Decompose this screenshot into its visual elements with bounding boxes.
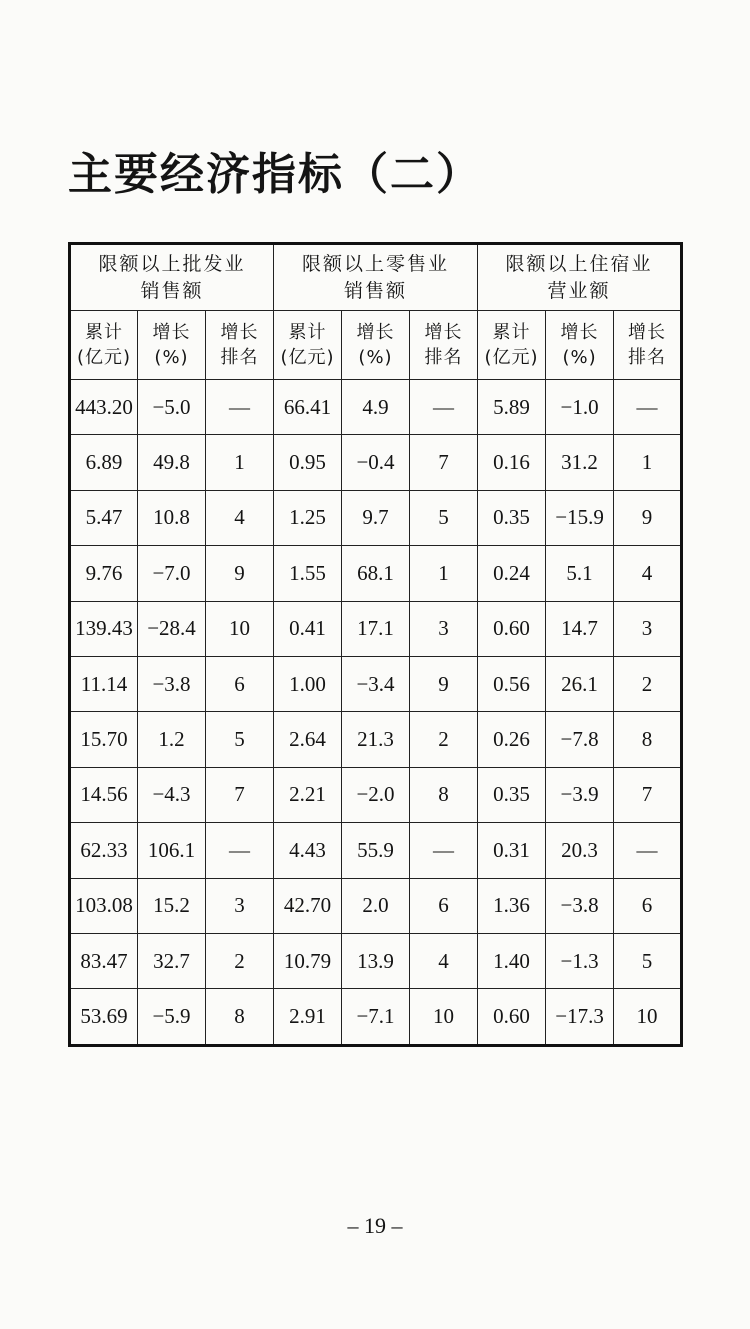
column-header-line1: 累计	[288, 322, 327, 343]
column-header-line2: (%)	[154, 347, 189, 368]
table-cell: 2.91	[274, 989, 342, 1045]
table-cell: 443.20	[70, 380, 138, 435]
table-cell: 5	[206, 712, 274, 767]
table-cell: 14.56	[70, 767, 138, 822]
column-header	[478, 311, 546, 380]
table-cell: 0.56	[478, 656, 546, 711]
table-cell: 9	[614, 490, 682, 545]
table-cell: −17.3	[546, 989, 614, 1045]
table-cell: 10	[614, 989, 682, 1045]
table-cell: —	[614, 823, 682, 878]
table-cell: 15.70	[70, 712, 138, 767]
table-cell: 3	[410, 601, 478, 656]
column-header	[138, 311, 206, 380]
table-cell: 2	[206, 933, 274, 988]
group-header-wholesale	[70, 244, 274, 311]
table-cell: 0.35	[478, 767, 546, 822]
table-cell: −28.4	[138, 601, 206, 656]
column-header	[70, 311, 138, 380]
table-cell: 42.70	[274, 878, 342, 933]
table-row	[70, 878, 682, 933]
table-cell: 6	[410, 878, 478, 933]
table-cell: 1.25	[274, 490, 342, 545]
table-cell: 5	[410, 490, 478, 545]
table-cell: −3.8	[138, 656, 206, 711]
group-header-line2: 营业额	[547, 279, 611, 302]
table-cell: −0.4	[342, 435, 410, 490]
table-cell: 1.00	[274, 656, 342, 711]
table-cell: 66.41	[274, 380, 342, 435]
page-title: 主要经济指标（二）	[68, 149, 482, 200]
table-row	[70, 712, 682, 767]
column-header	[274, 311, 342, 380]
column-header-line2: (亿元)	[484, 347, 539, 368]
table-cell: 2	[410, 712, 478, 767]
table-cell: 5.89	[478, 380, 546, 435]
table-cell: 0.31	[478, 823, 546, 878]
table-cell: 62.33	[70, 823, 138, 878]
table-cell: 55.9	[342, 823, 410, 878]
table-row	[70, 490, 682, 545]
table-cell: 1	[206, 435, 274, 490]
group-header-line2: 销售额	[140, 279, 204, 302]
group-header-line2: 销售额	[344, 279, 408, 302]
table-row	[70, 380, 682, 435]
table-cell: 10.8	[138, 490, 206, 545]
table-cell: 1.40	[478, 933, 546, 988]
table-row	[70, 989, 682, 1045]
table-cell: 0.35	[478, 490, 546, 545]
table-cell: 5.47	[70, 490, 138, 545]
economic-indicators-table	[68, 242, 683, 1047]
table-cell: −7.0	[138, 546, 206, 601]
table-cell: 10	[206, 601, 274, 656]
table-cell: 10.79	[274, 933, 342, 988]
table-cell: 1.36	[478, 878, 546, 933]
table-cell: −2.0	[342, 767, 410, 822]
table-cell: —	[206, 823, 274, 878]
table-cell: 4.43	[274, 823, 342, 878]
table-cell: 4	[614, 546, 682, 601]
table-cell: 0.95	[274, 435, 342, 490]
table-cell: 53.69	[70, 989, 138, 1045]
table-cell: 5.1	[546, 546, 614, 601]
table-cell: 0.24	[478, 546, 546, 601]
column-header	[342, 311, 410, 380]
table-cell: 7	[614, 767, 682, 822]
table-cell: 31.2	[546, 435, 614, 490]
table-row	[70, 767, 682, 822]
column-header-line2: (%)	[358, 347, 393, 368]
column-header	[410, 311, 478, 380]
table-cell: 0.16	[478, 435, 546, 490]
column-header-line2: 排名	[628, 347, 667, 368]
column-header-line1: 增长	[560, 322, 599, 343]
table-cell: 20.3	[546, 823, 614, 878]
table-cell: 9	[410, 656, 478, 711]
column-header-line1: 增长	[424, 322, 463, 343]
table-cell: −3.4	[342, 656, 410, 711]
page-number: – 19 –	[347, 1213, 403, 1238]
column-header-line2: (%)	[562, 347, 597, 368]
table-cell: 3	[614, 601, 682, 656]
table-cell: 9.76	[70, 546, 138, 601]
table-cell: 6	[614, 878, 682, 933]
table-cell: 106.1	[138, 823, 206, 878]
table-cell: —	[410, 823, 478, 878]
table-cell: 0.26	[478, 712, 546, 767]
column-header-line2: (亿元)	[280, 347, 335, 368]
table-cell: 0.60	[478, 601, 546, 656]
column-header-line1: 增长	[220, 322, 259, 343]
table-cell: 4	[206, 490, 274, 545]
table-cell: 6	[206, 656, 274, 711]
table-cell: 4.9	[342, 380, 410, 435]
table-cell: −7.8	[546, 712, 614, 767]
table-cell: −1.3	[546, 933, 614, 988]
table-cell: −7.1	[342, 989, 410, 1045]
table-cell: −4.3	[138, 767, 206, 822]
table-cell: 8	[206, 989, 274, 1045]
table-cell: 32.7	[138, 933, 206, 988]
table-cell: 9.7	[342, 490, 410, 545]
group-header-line1: 限额以上零售业	[302, 252, 450, 275]
table-cell: −15.9	[546, 490, 614, 545]
column-header-line1: 累计	[85, 322, 123, 343]
column-header-line2: 排名	[424, 347, 463, 368]
table-cell: 7	[410, 435, 478, 490]
table-cell: 2.0	[342, 878, 410, 933]
table-cell: 1.2	[138, 712, 206, 767]
column-header	[206, 311, 274, 380]
table-body	[70, 380, 682, 1046]
table-row	[70, 601, 682, 656]
table-cell: 68.1	[342, 546, 410, 601]
table-cell: 21.3	[342, 712, 410, 767]
table-cell: 8	[410, 767, 478, 822]
table-cell: 14.7	[546, 601, 614, 656]
table-cell: −5.9	[138, 989, 206, 1045]
table-row	[70, 823, 682, 878]
table-row	[70, 656, 682, 711]
table-row	[70, 435, 682, 490]
column-header-line2: (亿元)	[76, 347, 132, 368]
column-header-line1: 增长	[356, 322, 395, 343]
table-cell: 6.89	[70, 435, 138, 490]
table-cell: —	[206, 380, 274, 435]
table-cell: 4	[410, 933, 478, 988]
table-cell: 1	[614, 435, 682, 490]
table-cell: 2.64	[274, 712, 342, 767]
column-header	[614, 311, 682, 380]
table-cell: −3.8	[546, 878, 614, 933]
table-cell: 2	[614, 656, 682, 711]
table-cell: 83.47	[70, 933, 138, 988]
group-header-accommodation	[478, 244, 682, 311]
table-cell: −1.0	[546, 380, 614, 435]
group-header-line1: 限额以上批发业	[98, 252, 246, 275]
table-cell: 3	[206, 878, 274, 933]
column-header-line2: 排名	[220, 347, 259, 368]
table-cell: 15.2	[138, 878, 206, 933]
table-row	[70, 546, 682, 601]
table-cell: 103.08	[70, 878, 138, 933]
table-cell: —	[410, 380, 478, 435]
table-cell: 7	[206, 767, 274, 822]
table-cell: 1	[410, 546, 478, 601]
column-header-line1: 增长	[628, 322, 667, 343]
table-cell: 9	[206, 546, 274, 601]
table-cell: 10	[410, 989, 478, 1045]
table-cell: 8	[614, 712, 682, 767]
table-cell: 139.43	[70, 601, 138, 656]
table-cell: −3.9	[546, 767, 614, 822]
table-cell: 26.1	[546, 656, 614, 711]
sub-header-row	[70, 311, 682, 380]
table-row	[70, 933, 682, 988]
table-cell: 11.14	[70, 656, 138, 711]
table-cell: 0.41	[274, 601, 342, 656]
column-header-line1: 累计	[492, 322, 531, 343]
table-cell: 0.60	[478, 989, 546, 1045]
group-header-retail	[274, 244, 478, 311]
table-cell: 1.55	[274, 546, 342, 601]
table-cell: −5.0	[138, 380, 206, 435]
column-header	[546, 311, 614, 380]
table-cell: 49.8	[138, 435, 206, 490]
table-cell: 5	[614, 933, 682, 988]
table-cell: 17.1	[342, 601, 410, 656]
group-header-row	[70, 244, 682, 311]
group-header-line1: 限额以上住宿业	[505, 252, 653, 275]
table-cell: 13.9	[342, 933, 410, 988]
table-cell: 2.21	[274, 767, 342, 822]
table-cell: —	[614, 380, 682, 435]
column-header-line1: 增长	[152, 322, 191, 343]
